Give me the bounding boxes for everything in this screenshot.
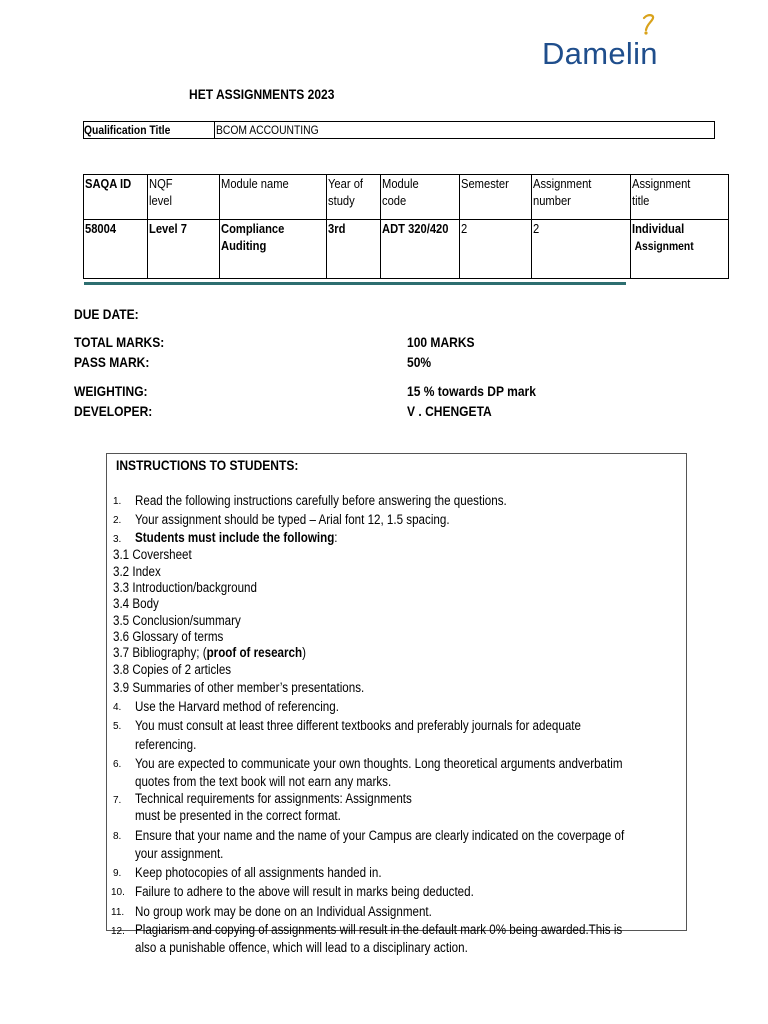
subitem-3-2: 3.2 Index xyxy=(113,564,161,579)
cell-assignment-title: Individual Assignment xyxy=(631,220,729,279)
subitem-3-8: 3.8 Copies of 2 articles xyxy=(113,662,232,677)
cell-year: 3rd xyxy=(327,220,381,279)
item-number: 8. xyxy=(113,831,122,842)
instruction-item-10: Failure to adhere to the above will result in marks being deducted. xyxy=(135,884,474,899)
divider-line xyxy=(84,282,626,285)
subitem-3-7: 3.7 Bibliography; (proof of research) xyxy=(113,645,306,660)
header-semester: Semester xyxy=(460,175,532,220)
header-module-name: Module name xyxy=(220,175,327,220)
qualification-row xyxy=(83,121,715,139)
subitem-3-4: 3.4 Body xyxy=(113,596,159,611)
header-module-code: Module code xyxy=(381,175,460,220)
instruction-item-12: Plagiarism and copying of assignments will result in the default mark 0% being awarded.This is xyxy=(135,922,623,937)
cell-module-name: Compliance Auditing xyxy=(220,220,327,279)
header-nqf-level: NQF level xyxy=(148,175,220,220)
table-header-row xyxy=(84,175,729,220)
cell-semester: 2 xyxy=(460,220,532,279)
cell-nqf-level: Level 7 xyxy=(148,220,220,279)
document-heading: HET ASSIGNMENTS 2023 xyxy=(189,86,335,102)
subitem-3-3: 3.3 Introduction/background xyxy=(113,580,257,595)
pass-mark-value: 50% xyxy=(407,354,432,370)
weighting-label: WEIGHTING: xyxy=(74,383,148,399)
instruction-item-7-cont: must be presented in the correct format. xyxy=(135,808,341,823)
total-marks-label: TOTAL MARKS: xyxy=(74,334,165,350)
subitem-3-6: 3.6 Glossary of terms xyxy=(113,629,224,644)
item-number: 7. xyxy=(113,795,122,806)
module-table xyxy=(83,174,729,279)
total-marks-value: 100 MARKS xyxy=(407,334,475,350)
weighting-value: 15 % towards DP mark xyxy=(407,383,536,399)
developer-value: V . CHENGETA xyxy=(407,403,492,419)
instruction-item-2: Your assignment should be typed – Arial font 12, 1.5 spacing. xyxy=(135,512,450,527)
item-number: 9. xyxy=(113,868,122,879)
instruction-item-4: Use the Harvard method of referencing. xyxy=(135,699,339,714)
instruction-item-6-cont: quotes from the text book will not earn any marks. xyxy=(135,774,392,789)
item-number: 4. xyxy=(113,702,122,713)
item-number: 6. xyxy=(113,759,122,770)
item-number: 3. xyxy=(113,534,122,545)
instruction-item-5: You must consult at least three different textbooks and preferably journals for adequate xyxy=(135,718,581,733)
logo-swoosh-icon xyxy=(640,14,660,36)
instruction-item-9: Keep photocopies of all assignments handed in. xyxy=(135,865,382,880)
instruction-item-5-cont: referencing. xyxy=(135,737,197,752)
item-number: 11. xyxy=(111,907,125,918)
item-number: 2. xyxy=(113,515,122,526)
instruction-item-7: Technical requirements for assignments: Assignments xyxy=(135,791,412,806)
instructions-title: INSTRUCTIONS TO STUDENTS: xyxy=(116,457,299,473)
instruction-item-3: Students must include the following: xyxy=(135,530,338,545)
subitem-3-9: 3.9 Summaries of other member’s presentations. xyxy=(113,680,365,695)
header-year-of-study: Year of study xyxy=(327,175,381,220)
cell-module-code: ADT 320/420 xyxy=(381,220,460,279)
instruction-item-6: You are expected to communicate your own thoughts. Long theoretical arguments andverbatim xyxy=(135,756,623,771)
instruction-item-11: No group work may be done on an Individual Assignment. xyxy=(135,904,432,919)
subitem-3-1: 3.1 Coversheet xyxy=(113,547,192,562)
damelin-logo xyxy=(540,14,690,71)
cell-assignment-number: 2 xyxy=(532,220,631,279)
qualification-label-cell: Qualification Title xyxy=(84,122,215,138)
item-number: 5. xyxy=(113,721,122,732)
due-date-label: DUE DATE: xyxy=(74,306,139,322)
item-number: 1. xyxy=(113,496,122,507)
cell-saqa-id: 58004 xyxy=(84,220,148,279)
pass-mark-label: PASS MARK: xyxy=(74,354,150,370)
header-assignment-title: Assignment title xyxy=(631,175,729,220)
logo-wordmark: Damelin xyxy=(542,36,658,71)
instruction-item-8: Ensure that your name and the name of your Campus are clearly indicated on the coverpage of xyxy=(135,828,625,843)
instruction-item-12-cont: also a punishable offence, which will lead to a disciplinary action. xyxy=(135,940,468,955)
qualification-value-cell: BCOM ACCOUNTING xyxy=(216,123,319,137)
instruction-item-1: Read the following instructions carefully before answering the questions. xyxy=(135,493,507,508)
instruction-item-8-cont: your assignment. xyxy=(135,846,224,861)
header-saqa-id: SAQA ID xyxy=(84,175,148,220)
item-number: 10. xyxy=(111,887,125,898)
developer-label: DEVELOPER: xyxy=(74,403,153,419)
subitem-3-5: 3.5 Conclusion/summary xyxy=(113,613,241,628)
header-assignment-number: Assignment number xyxy=(532,175,631,220)
item-number: 12. xyxy=(111,926,125,937)
table-row xyxy=(84,220,729,279)
